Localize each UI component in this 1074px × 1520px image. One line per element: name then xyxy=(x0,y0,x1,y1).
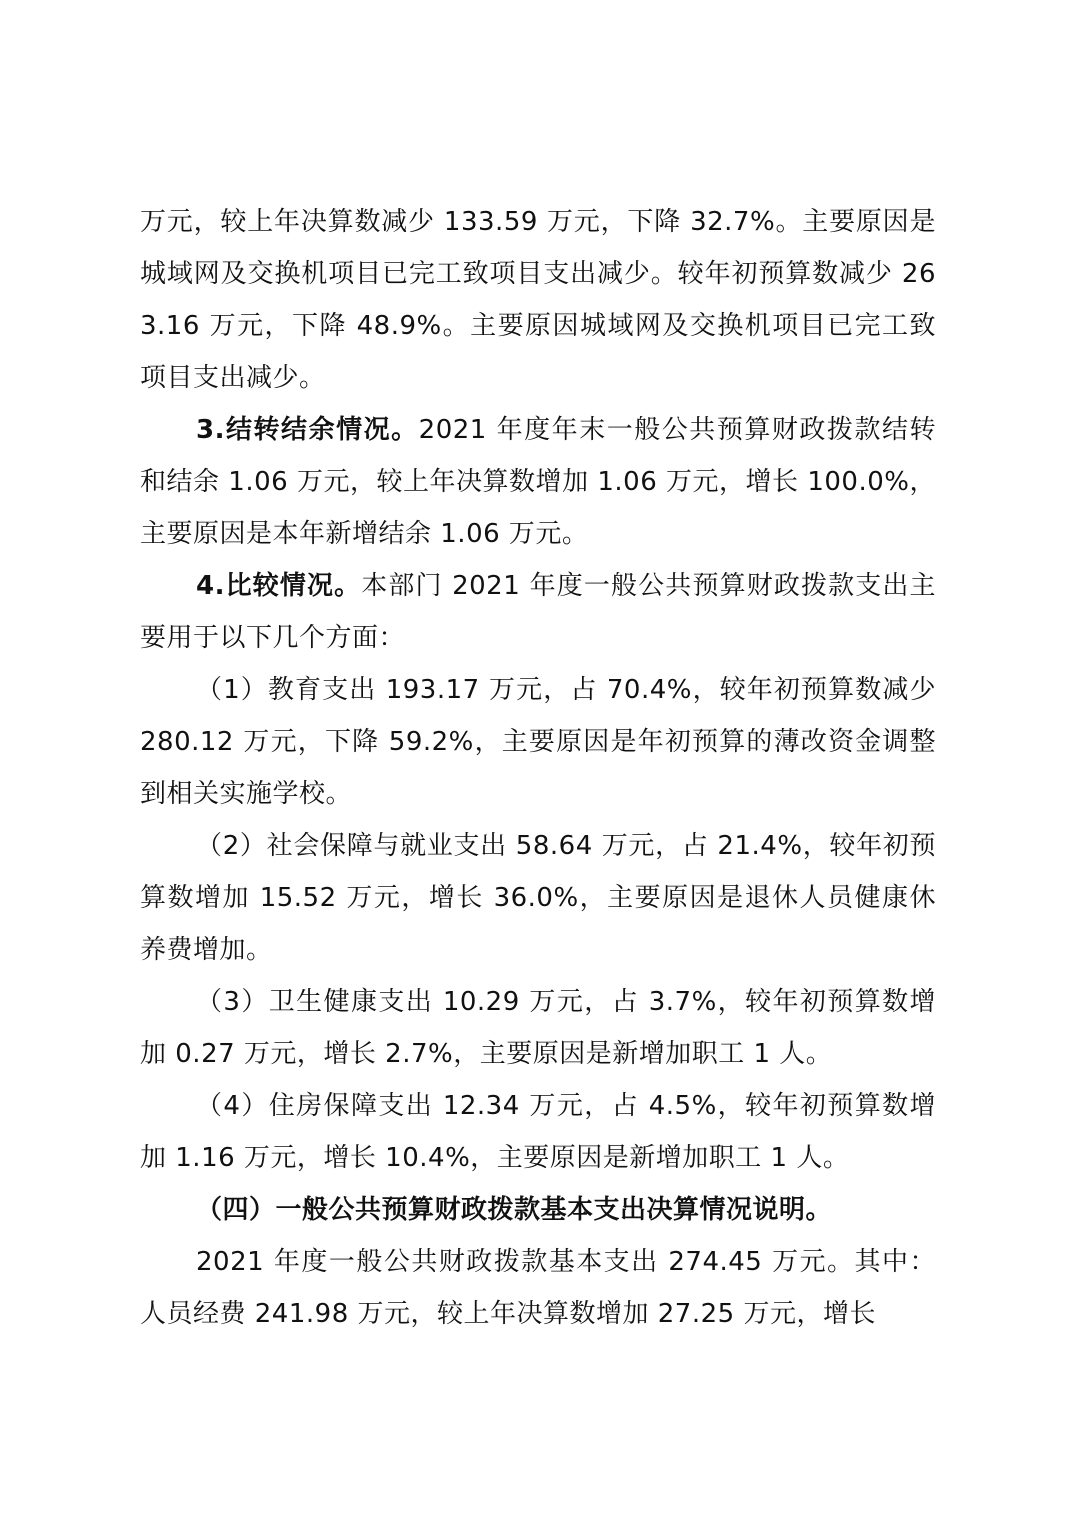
paragraph-basic-expenditure: 2021 年度一般公共财政拨款基本支出 274.45 万元。其中：人员经费 241.98 万元，较上年决算数增加 27.25 万元，增长 xyxy=(140,1247,936,1329)
document-body xyxy=(140,196,936,1340)
section-heading-basic-expenditure: （四）一般公共预算财政拨款基本支出决算情况说明。 xyxy=(196,1195,833,1225)
paragraph-carryover-balance xyxy=(140,404,936,560)
paragraph-comparison-text: 本部门 2021 年度一般公共预算财政拨款支出主要用于以下几个方面： xyxy=(140,571,937,653)
list-item-education: （1）教育支出 193.17 万元，占 70.4%，较年初预算数减少 280.12 万元，下降 59.2%，主要原因是年初预算的薄改资金调整到相关实施学校。 xyxy=(140,675,936,809)
list-item-housing: （4）住房保障支出 12.34 万元，占 4.5%，较年初预算数增加 1.16 万元，增长 10.4%，主要原因是新增加职工 1 人。 xyxy=(140,1091,936,1173)
list-item-health: （3）卫生健康支出 10.29 万元，占 3.7%，较年初预算数增加 0.27 万元，增长 2.7%，主要原因是新增加职工 1 人。 xyxy=(140,987,936,1069)
section-lead-carryover: 3.结转结余情况。 xyxy=(196,415,419,445)
paragraph-project-expense-continued: 万元，较上年决算数减少 133.59 万元，下降 32.7%。主要原因是城域网及交换机项目已完工致项目支出减少。较年初预算数减少 263.16 万元，下降 48.9%。主要原因城域网及交换机项目已完工致项目支出减少。 xyxy=(140,207,936,393)
list-item-social-security: （2）社会保障与就业支出 58.64 万元，占 21.4%，较年初预算数增加 15.52 万元，增长 36.0%，主要原因是退休人员健康休养费增加。 xyxy=(140,831,936,965)
paragraph-comparison xyxy=(140,560,936,664)
section-lead-comparison: 4.比较情况。 xyxy=(196,571,362,601)
paragraph-carryover-text: 2021 年度年末一般公共预算财政拨款结转和结余 1.06 万元，较上年决算数增加 1.06 万元，增长 100.0%，主要原因是本年新增结余 1.06 万元。 xyxy=(140,415,937,549)
